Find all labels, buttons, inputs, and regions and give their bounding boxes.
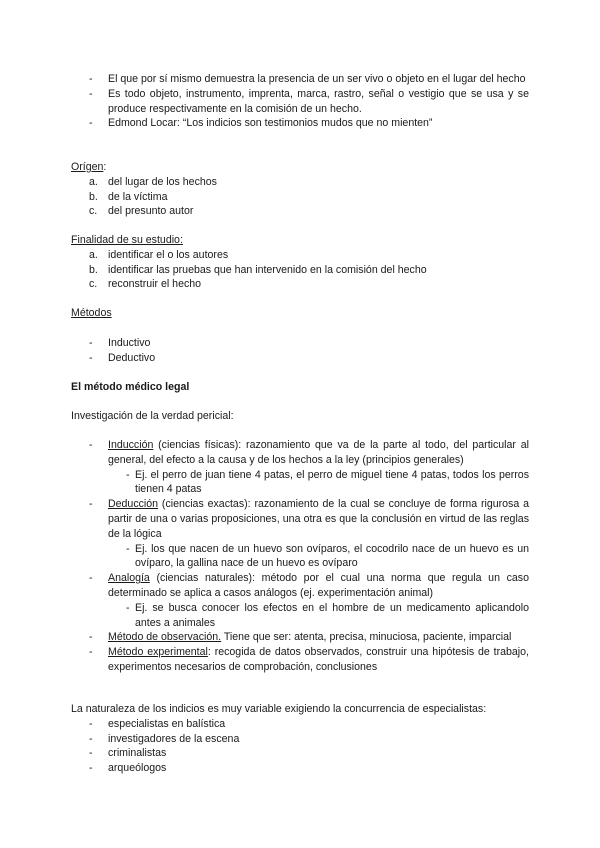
list-item	[71, 438, 529, 468]
metodos-list	[71, 336, 529, 366]
dash-marker: -	[89, 439, 93, 451]
list-marker: b.	[89, 190, 98, 203]
metodo-medico-heading-block	[71, 380, 529, 395]
dash-marker: -	[126, 601, 130, 614]
dash-marker: -	[89, 762, 93, 775]
dash-marker: -	[126, 468, 130, 481]
list-item	[71, 645, 529, 675]
list-item-text: Analogía (ciencias naturales): método por el cual una norma que regula un caso determinado se aplica a casos análogos (ej. experimentación animal)	[108, 572, 529, 599]
origen-section	[71, 160, 529, 219]
dash-marker: -	[89, 572, 93, 585]
list-item-text: especialistas en balística	[108, 717, 226, 730]
list-item	[71, 571, 529, 601]
sub-list-item	[71, 468, 529, 498]
section-heading: Finalidad de su estudio:	[71, 234, 183, 246]
sub-list-item	[71, 542, 529, 572]
list-item	[71, 175, 529, 190]
dash-marker: -	[89, 646, 93, 659]
list-item-text: Deducción (ciencias exactas): razonamiento de la cual se concluye de forma rigurosa a partir de una o varias proposiciones, una otra es que la conclusión en virtud de las reglas de la lógica	[108, 498, 529, 540]
finalidad-section	[71, 233, 529, 292]
list-marker: b.	[89, 263, 98, 276]
list-item-text: Método de observación. Tiene que ser: atenta, precisa, minuciosa, paciente, imparcial	[108, 631, 512, 644]
dash-marker: -	[89, 117, 93, 130]
list-item-text: El que por sí mismo demuestra la presencia de un ser vivo o objeto en el lugar del hecho	[108, 73, 526, 85]
dash-marker: -	[89, 631, 93, 644]
section-heading: El método médico legal	[71, 381, 190, 393]
list-item	[71, 746, 529, 761]
list-item-text: investigadores de la escena	[108, 732, 240, 745]
especialistas-section	[71, 702, 529, 776]
example-text: Ej. se busca conocer los efectos en el hombre de un medicamento aplicandolo antes a animales	[135, 601, 529, 629]
metodos-section	[71, 306, 529, 321]
list-item	[71, 87, 529, 117]
list-item	[71, 351, 529, 366]
list-item	[71, 717, 529, 732]
list-item	[71, 497, 529, 541]
list-item-text: arqueólogos	[108, 762, 167, 775]
example-text: Ej. el perro de juan tiene 4 patas, el perro de miguel tiene 4 patas, todos los perros tienen 4 patas	[135, 468, 529, 496]
list-marker: a.	[89, 248, 98, 261]
sub-list-item	[71, 601, 529, 631]
list-item	[71, 761, 529, 776]
section-heading: Orígen:	[71, 161, 107, 173]
dash-marker: -	[89, 498, 93, 511]
list-item	[71, 630, 529, 645]
list-item	[71, 277, 529, 292]
dash-marker: -	[89, 732, 93, 745]
list-item	[71, 263, 529, 278]
list-item-text: Inducción (ciencias físicas): razonamiento que va de la parte al todo, del particular al general, del efecto a la causa y de los hechos a la ley (principios generales)	[108, 439, 529, 466]
list-item	[71, 248, 529, 263]
list-item-text: del presunto autor	[108, 205, 194, 218]
list-item-text: de la víctima	[108, 190, 168, 203]
metodo-medico-subheading-block	[71, 409, 529, 424]
list-item	[71, 116, 529, 131]
dash-marker: -	[89, 337, 93, 349]
intro-list	[71, 72, 529, 131]
section-subheading: Investigación de la verdad pericial:	[71, 410, 234, 422]
paragraph: La naturaleza de los indicios es muy variable exigiendo la concurrencia de especialistas:	[71, 703, 487, 715]
list-item	[71, 72, 529, 87]
list-item-text: Método experimental: recogida de datos observados, construir una hipótesis de trabajo, experimentos necesarios de comprobación, conclusiones	[108, 646, 529, 673]
dash-marker: -	[89, 87, 93, 100]
list-marker: c.	[89, 278, 98, 291]
list-item	[71, 732, 529, 747]
list-item-text: criminalistas	[108, 747, 167, 760]
list-item-text: identificar las pruebas que han intervenido en la comisión del hecho	[108, 263, 427, 276]
list-item	[71, 204, 529, 219]
dash-marker: -	[89, 351, 93, 364]
dash-marker: -	[89, 717, 93, 730]
metodos-detail-list	[71, 438, 529, 675]
list-item-text: Edmond Locar: “Los indicios son testimonios mudos que no mienten”	[108, 117, 433, 130]
section-heading: Métodos	[71, 307, 112, 319]
list-item-text: identificar el o los autores	[108, 248, 229, 261]
dash-marker: -	[89, 747, 93, 760]
list-item	[71, 190, 529, 205]
list-item-text: Deductivo	[108, 351, 156, 364]
list-marker: c.	[89, 205, 98, 218]
list-marker: a.	[89, 175, 98, 188]
list-item-text: Es todo objeto, instrumento, imprenta, marca, rastro, señal o vestigio que se usa y se produce respectivamente en la comisión de un hecho.	[108, 87, 529, 115]
example-text: Ej. los que nacen de un huevo son ovíparos, el cocodrilo nace de un huevo es un ovíparo, la gallina nace de un huevo es ovíparo	[135, 542, 529, 570]
list-item-text: reconstruir el hecho	[108, 278, 202, 291]
list-item-text: del lugar de los hechos	[108, 175, 217, 188]
list-item	[71, 336, 529, 351]
dash-marker: -	[126, 542, 130, 555]
dash-marker: -	[89, 73, 93, 85]
list-item-text: Inductivo	[108, 337, 151, 349]
